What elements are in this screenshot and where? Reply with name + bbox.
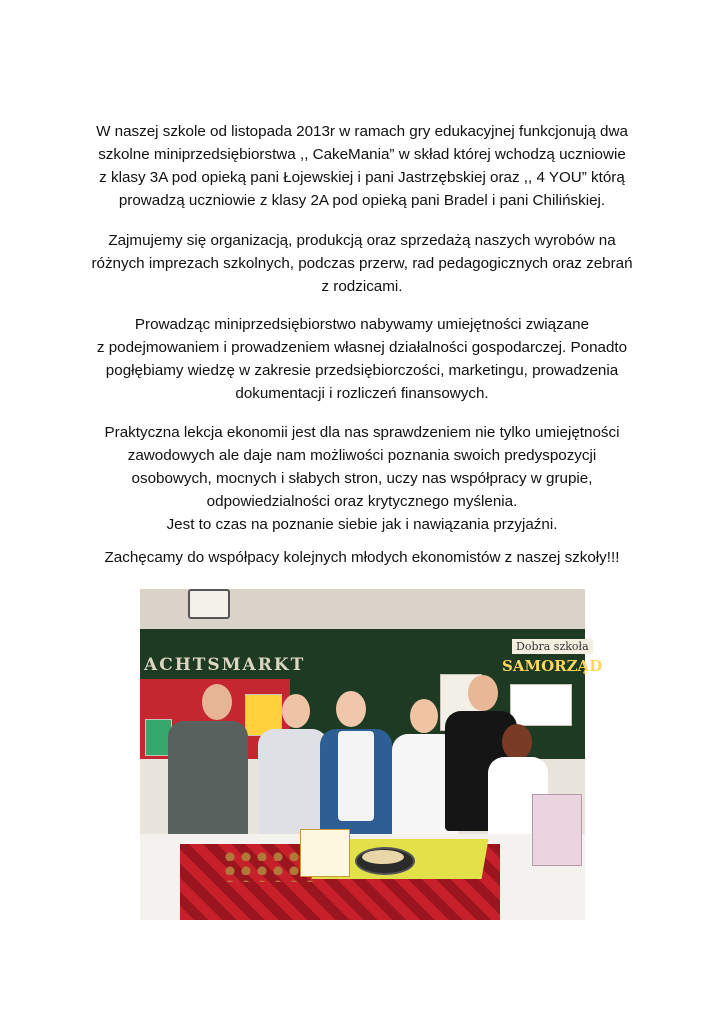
text-line: z klasy 3A pod opieką pani Łojewskiej i pani Jastrzębskiej oraz ,, 4 YOU” którą — [99, 169, 625, 186]
menu-card — [300, 829, 350, 877]
cake-box — [532, 794, 582, 866]
text-line: zawodowych ale daje nam możliwości poznania swoich predyspozycji — [127, 447, 597, 464]
text-line: Jest to czas na poznanie siebie jak i nawiązania przyjaźni. — [166, 516, 558, 533]
paragraph-skills — [80, 313, 644, 405]
text-line: osobowych, mocnych i słabych stron, uczy nas współpracy w grupie, — [131, 470, 593, 487]
paragraph-invitation — [80, 546, 644, 569]
text-line: prowadzą uczniowie z klasy 2A pod opieką pani Bradel i pani Chilińskiej. — [118, 192, 606, 209]
text-line: szkolne miniprzedsiębiorstwa ,, CakeMania” w skład której wchodzą uczniowie — [98, 146, 626, 163]
text-line: różnych imprezach szkolnych, podczas przerw, rad pedagogicznych oraz zebrań — [91, 255, 633, 272]
text-line: pogłębiamy wiedzę w zakresie przedsiębiorczości, marketingu, prowadzenia — [105, 362, 619, 379]
text-line: z rodzicami. — [321, 278, 403, 295]
text-line: Zajmujemy się organizacją, produkcją oraz sprzedażą naszych wyrobów na — [108, 232, 616, 249]
text-line: Prowadząc miniprzedsiębiorstwo nabywamy umiejętności związane — [134, 316, 590, 333]
poster — [510, 684, 572, 726]
cake — [362, 850, 404, 864]
banner-text: ACHTSMARKT — [144, 655, 306, 675]
text-line: z podejmowaniem i prowadzeniem własnej działalności gospodarczej. Ponadto — [96, 339, 628, 356]
text-line: odpowiedzialności oraz krytycznego myślenia. — [206, 493, 518, 510]
paragraph-activities — [80, 229, 644, 298]
paragraph-lesson — [80, 421, 644, 536]
paragraph-intro — [80, 120, 644, 212]
wall-clock-icon — [188, 589, 230, 619]
text-line: W naszej szkole od listopada 2013r w ramach gry edukacyjnej funkcjonują dwa — [96, 123, 628, 140]
text-line: Praktyczna lekcja ekonomii jest dla nas sprawdzeniem nie tylko umiejętności — [104, 424, 620, 441]
board-title: SAMORZĄD — [502, 657, 603, 675]
text-line: dokumentacji i rozliczeń finansowych. — [235, 385, 489, 402]
text-line: Zachęcamy do współpacy kolejnych młodych ekonomistów z naszej szkoły!!! — [104, 549, 620, 566]
group-photo — [140, 589, 603, 920]
sign-text: Dobra szkoła — [512, 639, 593, 654]
